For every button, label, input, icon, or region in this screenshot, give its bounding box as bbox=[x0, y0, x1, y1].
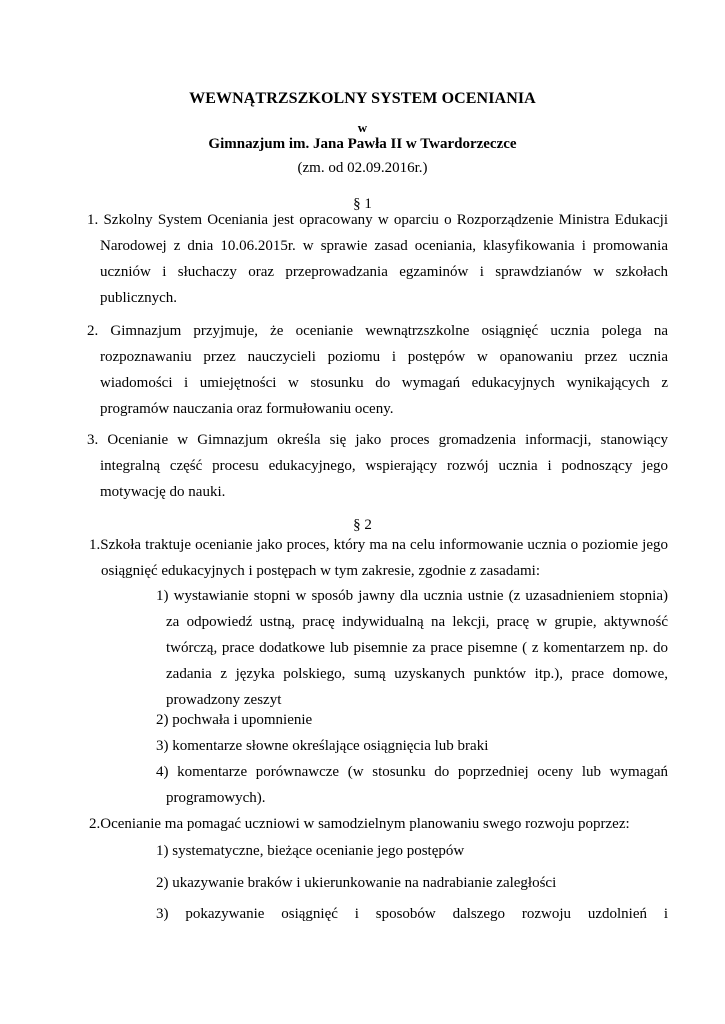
section-1-paragraph-2: 2. Gimnazjum przyjmuje, że ocenianie wewnątrzszkolne osiągnięć ucznia polega na rozpoznawaniu przez nauczycieli poziomu i postępów w opanowaniu przez ucznia wiadomości i umiejętności w stosunku do wymagań edukacyjnych wynikających z programów nauczania oraz formułowaniu oceny. bbox=[87, 323, 668, 417]
section-2-point-1: 1.Szkoła traktuje ocenianie jako proces, który ma na celu informowanie ucznia o poziomie jego osiągnięć edukacyjnych i postępach w tym zakresie, zgodnie z zasadami: bbox=[89, 537, 668, 579]
section-2-point-2-item-2: 2) ukazywanie braków i ukierunkowanie na nadrabianie zaległości bbox=[156, 875, 557, 891]
section-2-point-1-item-2: 2) pochwała i upomnienie bbox=[156, 712, 313, 728]
title-connector: w bbox=[357, 120, 368, 135]
section-2-point-1-item-4: 4) komentarze porównawcze (w stosunku do poprzedniej oceny lub wymagań programowych). bbox=[156, 764, 668, 806]
section-1-heading: § 1 bbox=[353, 196, 372, 212]
section-2-heading: § 2 bbox=[353, 517, 372, 533]
section-2-point-2-item-1: 1) systematyczne, bieżące ocenianie jego postępów bbox=[156, 843, 465, 859]
section-1-paragraph-3: 3. Ocenianie w Gimnazjum określa się jako proces gromadzenia informacji, stanowiący integralną część procesu edukacyjnego, wspierający rozwój ucznia i podnoszący jego motywację do nauki. bbox=[87, 432, 668, 500]
school-name: Gimnazjum im. Jana Pawła II w Twardorzeczce bbox=[208, 136, 517, 152]
section-2-point-1-item-1: 1) wystawianie stopni w sposób jawny dla ucznia ustnie (z uzasadnieniem stopnia) za odpowiedź ustną, pracę indywidualną na lekcji, pracę w grupie, aktywność twórczą, prace dodatkowe lub pisemnie za prace pisemne ( z komentarzem np. do zadania z języka polskiego, sumą uzyskanych punktów itp.), prace domowe, prowadzony zeszyt bbox=[156, 588, 668, 708]
section-2-point-2-item-3: 3) pokazywanie osiągnięć i sposobów dalszego rozwoju uzdolnień i bbox=[156, 906, 668, 922]
section-2-point-2: 2.Ocenianie ma pomagać uczniowi w samodzielnym planowaniu swego rozwoju poprzez: bbox=[89, 816, 630, 832]
section-2-point-1-item-3: 3) komentarze słowne określające osiągnięcia lub braki bbox=[156, 738, 489, 754]
section-1-paragraph-1: 1. Szkolny System Oceniania jest opracowany w oparciu o Rozporządzenie Ministra Edukacji Narodowej z dnia 10.06.2015r. w sprawie zasad oceniania, klasyfikowania i promowania uczniów i słuchaczy oraz przeprowadzania egzaminów i sprawdzianów w szkołach publicznych. bbox=[87, 212, 668, 306]
document-title: WEWNĄTRZSZKOLNY SYSTEM OCENIANIA bbox=[189, 90, 536, 107]
amendment-date: (zm. od 02.09.2016r.) bbox=[297, 160, 428, 176]
